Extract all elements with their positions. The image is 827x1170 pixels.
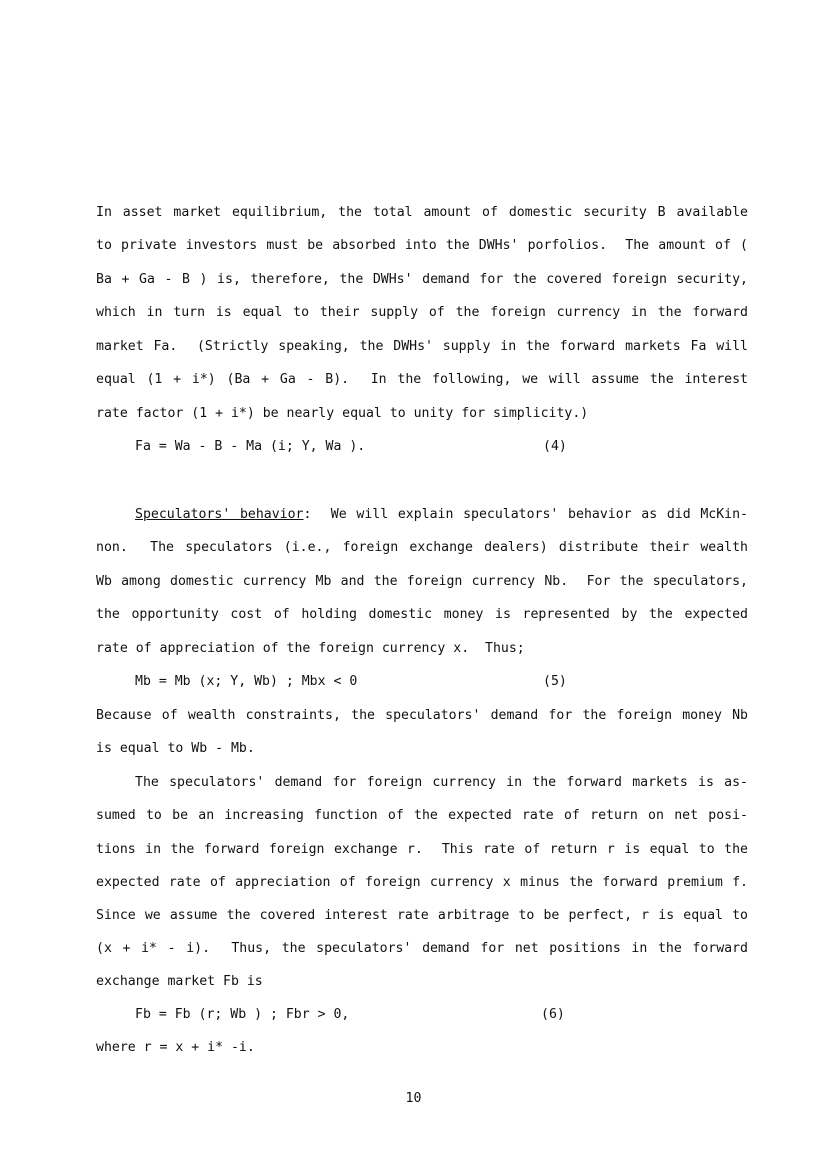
paragraph-line: Since we assume the covered interest rate arbitrage to be perfect, r is equal to — [96, 908, 748, 923]
paragraph-line: sumed to be an increasing function of the expected rate of return on net posi- — [96, 808, 748, 823]
paragraph-line: the opportunity cost of holding domestic money is represented by the expected — [96, 607, 748, 622]
paragraph-line: rate factor (1 + i*) be nearly equal to unity for simplicity.) — [96, 406, 589, 421]
equation-6: Fb = Fb (r; Wb ) ; Fbr > 0, — [135, 1007, 350, 1022]
paragraph-first-line — [135, 507, 748, 523]
paragraph-line: equal (1 + i*) (Ba + Ga - B). In the following, we will assume the interest — [96, 372, 748, 387]
paragraph-line: (x + i* - i). Thus, the speculators' demand for net positions in the forward — [96, 941, 748, 956]
paragraph-line: which in turn is equal to their supply of the foreign currency in the forward — [96, 305, 748, 320]
paragraph-line: Wb among domestic currency Mb and the foreign currency Nb. For the speculators, — [96, 574, 748, 589]
paragraph-line: The speculators' demand for foreign currency in the forward markets is as- — [135, 775, 748, 790]
section-heading: Speculators' behavior — [135, 507, 304, 522]
paragraph-line: rate of appreciation of the foreign currency x. Thus; — [96, 641, 525, 656]
paragraph-line: exchange market Fb is — [96, 974, 263, 989]
paragraph-line: In asset market equilibrium, the total amount of domestic security B available — [96, 205, 748, 220]
paragraph-line: market Fa. (Strictly speaking, the DWHs' supply in the forward markets Fa will — [96, 339, 748, 354]
equation-number-5: (5) — [543, 674, 567, 689]
equation-5: Mb = Mb (x; Y, Wb) ; Mbx < 0 — [135, 674, 358, 689]
paragraph-line: expected rate of appreciation of foreign currency x minus the forward premium f. — [96, 875, 748, 890]
equation-number-4: (4) — [543, 439, 567, 454]
paragraph-line: is equal to Wb - Mb. — [96, 741, 255, 756]
paragraph-text: : We will explain speculators' behavior as did McKin- — [303, 507, 748, 522]
closing-line: where r = x + i* -i. — [96, 1040, 255, 1055]
paragraph-line: Ba + Ga - B ) is, therefore, the DWHs' demand for the covered foreign security, — [96, 272, 748, 287]
page-number: 10 — [405, 1091, 422, 1106]
equation-number-6: (6) — [541, 1007, 565, 1022]
paragraph-line: to private investors must be absorbed into the DWHs' porfolios. The amount of ( — [96, 238, 748, 253]
equation-4: Fa = Wa - B - Ma (i; Y, Wa ). — [135, 439, 366, 454]
paragraph-line: Because of wealth constraints, the speculators' demand for the foreign money Nb — [96, 708, 748, 723]
paragraph-line: tions in the forward foreign exchange r. This rate of return r is equal to the — [96, 842, 748, 857]
paragraph-line: non. The speculators (i.e., foreign exchange dealers) distribute their wealth — [96, 540, 748, 555]
